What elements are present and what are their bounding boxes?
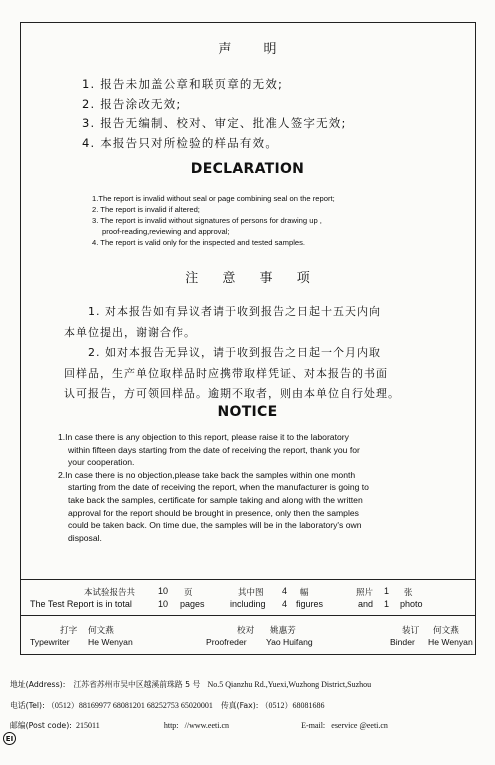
photo-unit-en: photo: [400, 599, 423, 609]
figures-number-en: 4: [282, 599, 288, 609]
notice-cn-line: 回样品，生产单位取样品时应携带取样凭证、对本报告的书面: [64, 366, 388, 380]
notice-title: NOTICE: [217, 404, 278, 420]
post-code: 215011: [76, 721, 100, 730]
http-label: http:: [163, 721, 179, 730]
email-link[interactable]: eservice @eeti.cn: [331, 721, 388, 730]
address-label: 地址(Address):: [10, 680, 66, 689]
post-line: [10, 720, 490, 731]
total-label-cn: 本试验报告共: [84, 588, 136, 598]
pages-number-en: 10: [158, 599, 169, 609]
figures-unit-cn: 幅: [300, 588, 309, 598]
proofreader-label-en: Proofreder: [206, 637, 247, 647]
statement-cn-item: 2. 报告涂改无效;: [82, 96, 182, 111]
photo-unit-cn: 张: [404, 588, 413, 598]
pages-number: 10: [158, 586, 169, 596]
and-label-en: and: [358, 599, 374, 609]
typewriter-name-cn: 何文燕: [88, 626, 114, 636]
typewriter-label-cn: 打字: [60, 626, 78, 636]
pages-unit-en: pages: [180, 599, 205, 609]
notice-cn-text: [64, 302, 464, 405]
pages-unit-cn: 页: [184, 588, 193, 598]
total-label-en: The Test Report is in total: [30, 599, 132, 609]
tel-numbers: （0512）88169977 68081201 68252753 65020001: [46, 701, 213, 710]
notice-en-line: approval for the report should be brought in presence, only then the samples: [68, 507, 359, 518]
email-label: E-mail:: [301, 721, 326, 730]
declaration-item: 2. The report is invalid if altered;: [92, 205, 200, 214]
address-cn: 江苏省苏州市吴中区越溪前珠路 5 号: [73, 680, 201, 689]
figures-unit-en: figures: [296, 599, 324, 609]
phone-line: [10, 700, 490, 711]
binder-label-en: Binder: [390, 637, 415, 647]
including-label-cn: 其中图: [238, 588, 264, 598]
declaration-list: [92, 193, 452, 248]
proofreader-label-cn: 校对: [237, 626, 255, 636]
page-count-box: [20, 579, 476, 616]
proofreader-name-cn: 姚惠芳: [270, 626, 296, 636]
including-label-en: including: [230, 599, 266, 609]
post-label: 邮编(Post code):: [10, 721, 72, 730]
typewriter-name-en: He Wenyan: [88, 637, 133, 647]
notice-en-line: disposal.: [68, 532, 102, 543]
statement-cn-title: 声 明: [218, 42, 291, 57]
notice-cn-line: 1. 对本报告如有异议者请于收到报告之日起十五天内向: [88, 305, 381, 318]
notice-cn-line: 2. 如对本报告无异议，请于收到报告之日起一个月内取: [88, 346, 381, 359]
address-en: No.5 Qianzhu Rd.,Yuexi,Wuzhong District,Suzhou: [207, 680, 372, 689]
statement-cn-item: 3. 报告无编制、校对、审定、批准人签字无效;: [82, 116, 347, 130]
declaration-item: 1.The report is invalid without seal or page combining seal on the report;: [92, 194, 335, 203]
binder-name-en: He Wenyan: [428, 637, 473, 647]
notice-en-line: could be taken back. On time due, the samples will be in the laboratory's own: [68, 520, 362, 531]
binder-name-cn: 何文燕: [433, 626, 459, 636]
website-link[interactable]: //www.eeti.cn: [184, 721, 230, 730]
notice-cn-title: 注 意 事 项: [185, 271, 320, 286]
declaration-item-continued: proof-reading,reviewing and approval;: [102, 227, 230, 236]
notice-en-text: [58, 431, 463, 544]
proofreader-name-en: Yao Huifang: [266, 637, 313, 647]
notice-en-line: starting from the date of receiving the report, when the manufacturer is going to: [68, 482, 369, 493]
statement-cn-item: 4. 本报告只对所检验的样品有效。: [82, 135, 279, 150]
notice-cn-line: 本单位提出，谢谢合作。: [64, 325, 196, 339]
fax-label: 传真(Fax):: [220, 701, 259, 710]
photo-label-cn: 照片: [356, 588, 374, 598]
typewriter-label-en: Typewriter: [30, 637, 70, 647]
statement-cn-list: [82, 75, 452, 153]
notice-en-line: take back the samples, certificate for sample taking and along with the written: [68, 494, 363, 505]
notice-en-line: your cooperation.: [68, 457, 135, 468]
binder-label-cn: 装订: [402, 626, 420, 636]
notice-en-line: 2.In case there is no objection,please take back the samples within one month: [58, 469, 356, 480]
statement-cn-item: 1. 报告未加盖公章和联页章的无效;: [82, 77, 284, 91]
institute-logo: EI: [3, 732, 16, 745]
tel-label: 电话(Tel):: [10, 701, 45, 710]
declaration-item: 4. The report is valid only for the inspected and tested samples.: [92, 238, 306, 247]
notice-en-line: within fifteen days starting from the date of receiving the report, thank you for: [68, 444, 360, 455]
address-line: [10, 679, 490, 690]
notice-cn-line: 认可报告，方可领回样品。逾期不取者，则由本单位自行处理。: [64, 387, 400, 400]
figures-number: 4: [282, 586, 288, 596]
declaration-title: DECLARATION: [190, 161, 305, 177]
declaration-item: 3. The report is invalid without signatures of persons for drawing up ,: [92, 216, 322, 225]
photo-number: 1: [384, 586, 390, 596]
fax-number: （0512）68081686: [260, 701, 325, 710]
photo-number-en: 1: [384, 599, 390, 609]
notice-en-line: 1.In case there is any objection to this report, please raise it to the laboratory: [58, 432, 349, 442]
